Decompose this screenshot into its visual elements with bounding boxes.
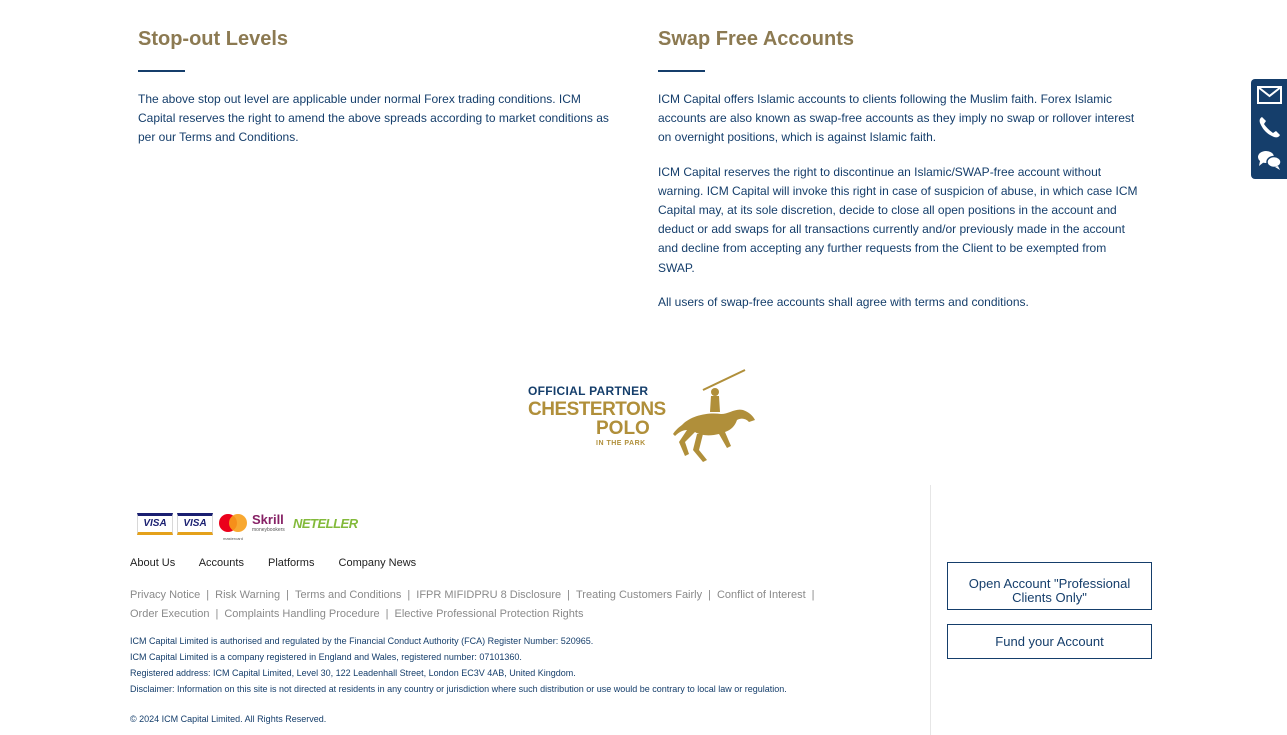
- stop-out-title: Stop-out Levels: [138, 28, 289, 50]
- stop-out-section: [138, 28, 618, 163]
- visa-electron-logo: VISA: [177, 513, 213, 535]
- swap-free-paragraph-3: All users of swap-free accounts shall agree with terms and conditions.: [658, 294, 1029, 309]
- skrill-logo: [252, 513, 288, 535]
- swap-free-title: Swap Free Accounts: [658, 28, 854, 50]
- disclaimer-line: Disclaimer: Information on this site is not directed at residents in any country or jurisdiction where such distribution or use would be contrary to local law or regulation.: [130, 684, 787, 694]
- legal-link-risk-warning[interactable]: Risk Warning: [215, 589, 281, 601]
- swap-free-paragraph-2: ICM Capital reserves the right to discontinue an Islamic/SWAP-free account without warning. ICM Capital will invoke this right in case of suspicion of abuse, in which case ICM Capital may, at its sole discretion, decide to close all open positions in the account and deduct or add swaps for all transactions currently and/or previously made in the account and decline from accepting any further requests from the Client to be exempted from SWAP.: [658, 164, 1138, 275]
- skrill-sub-label: moneybookers: [252, 527, 285, 533]
- separator: |: [385, 608, 389, 620]
- polo-horse-icon: [673, 368, 760, 463]
- swap-free-paragraph-1: ICM Capital offers Islamic accounts to clients following the Muslim faith. Forex Islamic accounts are also known as swap-free accounts as they imply no swap or rollover interest on overnight positions, which is against Islamic faith.: [658, 92, 1135, 145]
- footer-link-accounts[interactable]: Accounts: [198, 557, 244, 569]
- partner-label: OFFICIAL PARTNER: [528, 384, 649, 398]
- separator: |: [286, 589, 290, 601]
- legal-link-order-execution[interactable]: Order Execution: [130, 608, 210, 620]
- side-contact-bar: [1251, 79, 1287, 179]
- legal-link-elective-professional[interactable]: Elective Professional Protection Rights: [394, 608, 584, 620]
- legal-link-terms[interactable]: Terms and Conditions: [295, 589, 402, 601]
- separator: |: [811, 589, 815, 601]
- stop-out-text: The above stop out level are applicable under normal Forex trading conditions. ICM Capital reserves the right to amend the above spreads according to market conditions as per our Terms and Conditions.: [138, 92, 609, 145]
- phone-icon[interactable]: [1257, 115, 1282, 137]
- separator: |: [708, 589, 711, 601]
- footer-link-platforms[interactable]: Platforms: [268, 557, 315, 569]
- title-underline: [138, 70, 185, 72]
- chestertons-polo-partner-logo[interactable]: [528, 368, 760, 463]
- partner-name: CHESTERTONS: [528, 399, 666, 420]
- footer-link-company-news[interactable]: Company News: [338, 557, 417, 569]
- fund-account-button[interactable]: Fund your Account: [947, 624, 1152, 659]
- mastercard-logo: [217, 513, 249, 541]
- skrill-label: Skrill: [252, 512, 284, 527]
- separator: |: [215, 608, 219, 620]
- regulatory-line: ICM Capital Limited is authorised and regulated by the Financial Conduct Authority (FCA) Register Number: 520965.: [130, 636, 594, 646]
- separator: |: [407, 589, 411, 601]
- email-icon[interactable]: [1257, 85, 1282, 107]
- mastercard-label: mastercard: [222, 536, 243, 541]
- partner-tagline: IN THE PARK: [596, 440, 646, 447]
- footer-link-about-us[interactable]: About Us: [130, 557, 176, 569]
- open-account-button[interactable]: Open Account "Professional Clients Only": [947, 562, 1152, 610]
- partner-name-polo: POLO: [596, 418, 650, 439]
- chat-icon[interactable]: [1257, 149, 1282, 171]
- separator: |: [206, 589, 210, 601]
- neteller-logo: NETELLER: [293, 516, 358, 531]
- footer-divider: [930, 485, 931, 735]
- registration-line: ICM Capital Limited is a company registered in England and Wales, registered number: 07101360.: [130, 652, 522, 662]
- copyright: © 2024 ICM Capital Limited. All Rights Reserved.: [130, 714, 327, 724]
- legal-link-privacy-notice[interactable]: Privacy Notice: [130, 589, 201, 601]
- legal-link-treating-customers[interactable]: Treating Customers Fairly: [575, 589, 703, 601]
- legal-link-conflict-of-interest[interactable]: Conflict of Interest: [716, 589, 806, 601]
- visa-logo: VISA: [137, 513, 173, 535]
- address-line: Registered address: ICM Capital Limited, Level 30, 122 Leadenhall Street, London EC3V 4AB, United Kingdom.: [130, 668, 576, 678]
- regulatory-text: [130, 633, 787, 697]
- swap-free-section: [658, 28, 1143, 327]
- legal-link-complaints[interactable]: Complaints Handling Procedure: [224, 608, 380, 620]
- legal-link-ifpr-disclosure[interactable]: IFPR MIFIDPRU 8 Disclosure: [416, 589, 562, 601]
- legal-links: [130, 586, 890, 624]
- title-underline: [658, 70, 705, 72]
- separator: |: [567, 589, 570, 601]
- footer-nav: [130, 557, 437, 569]
